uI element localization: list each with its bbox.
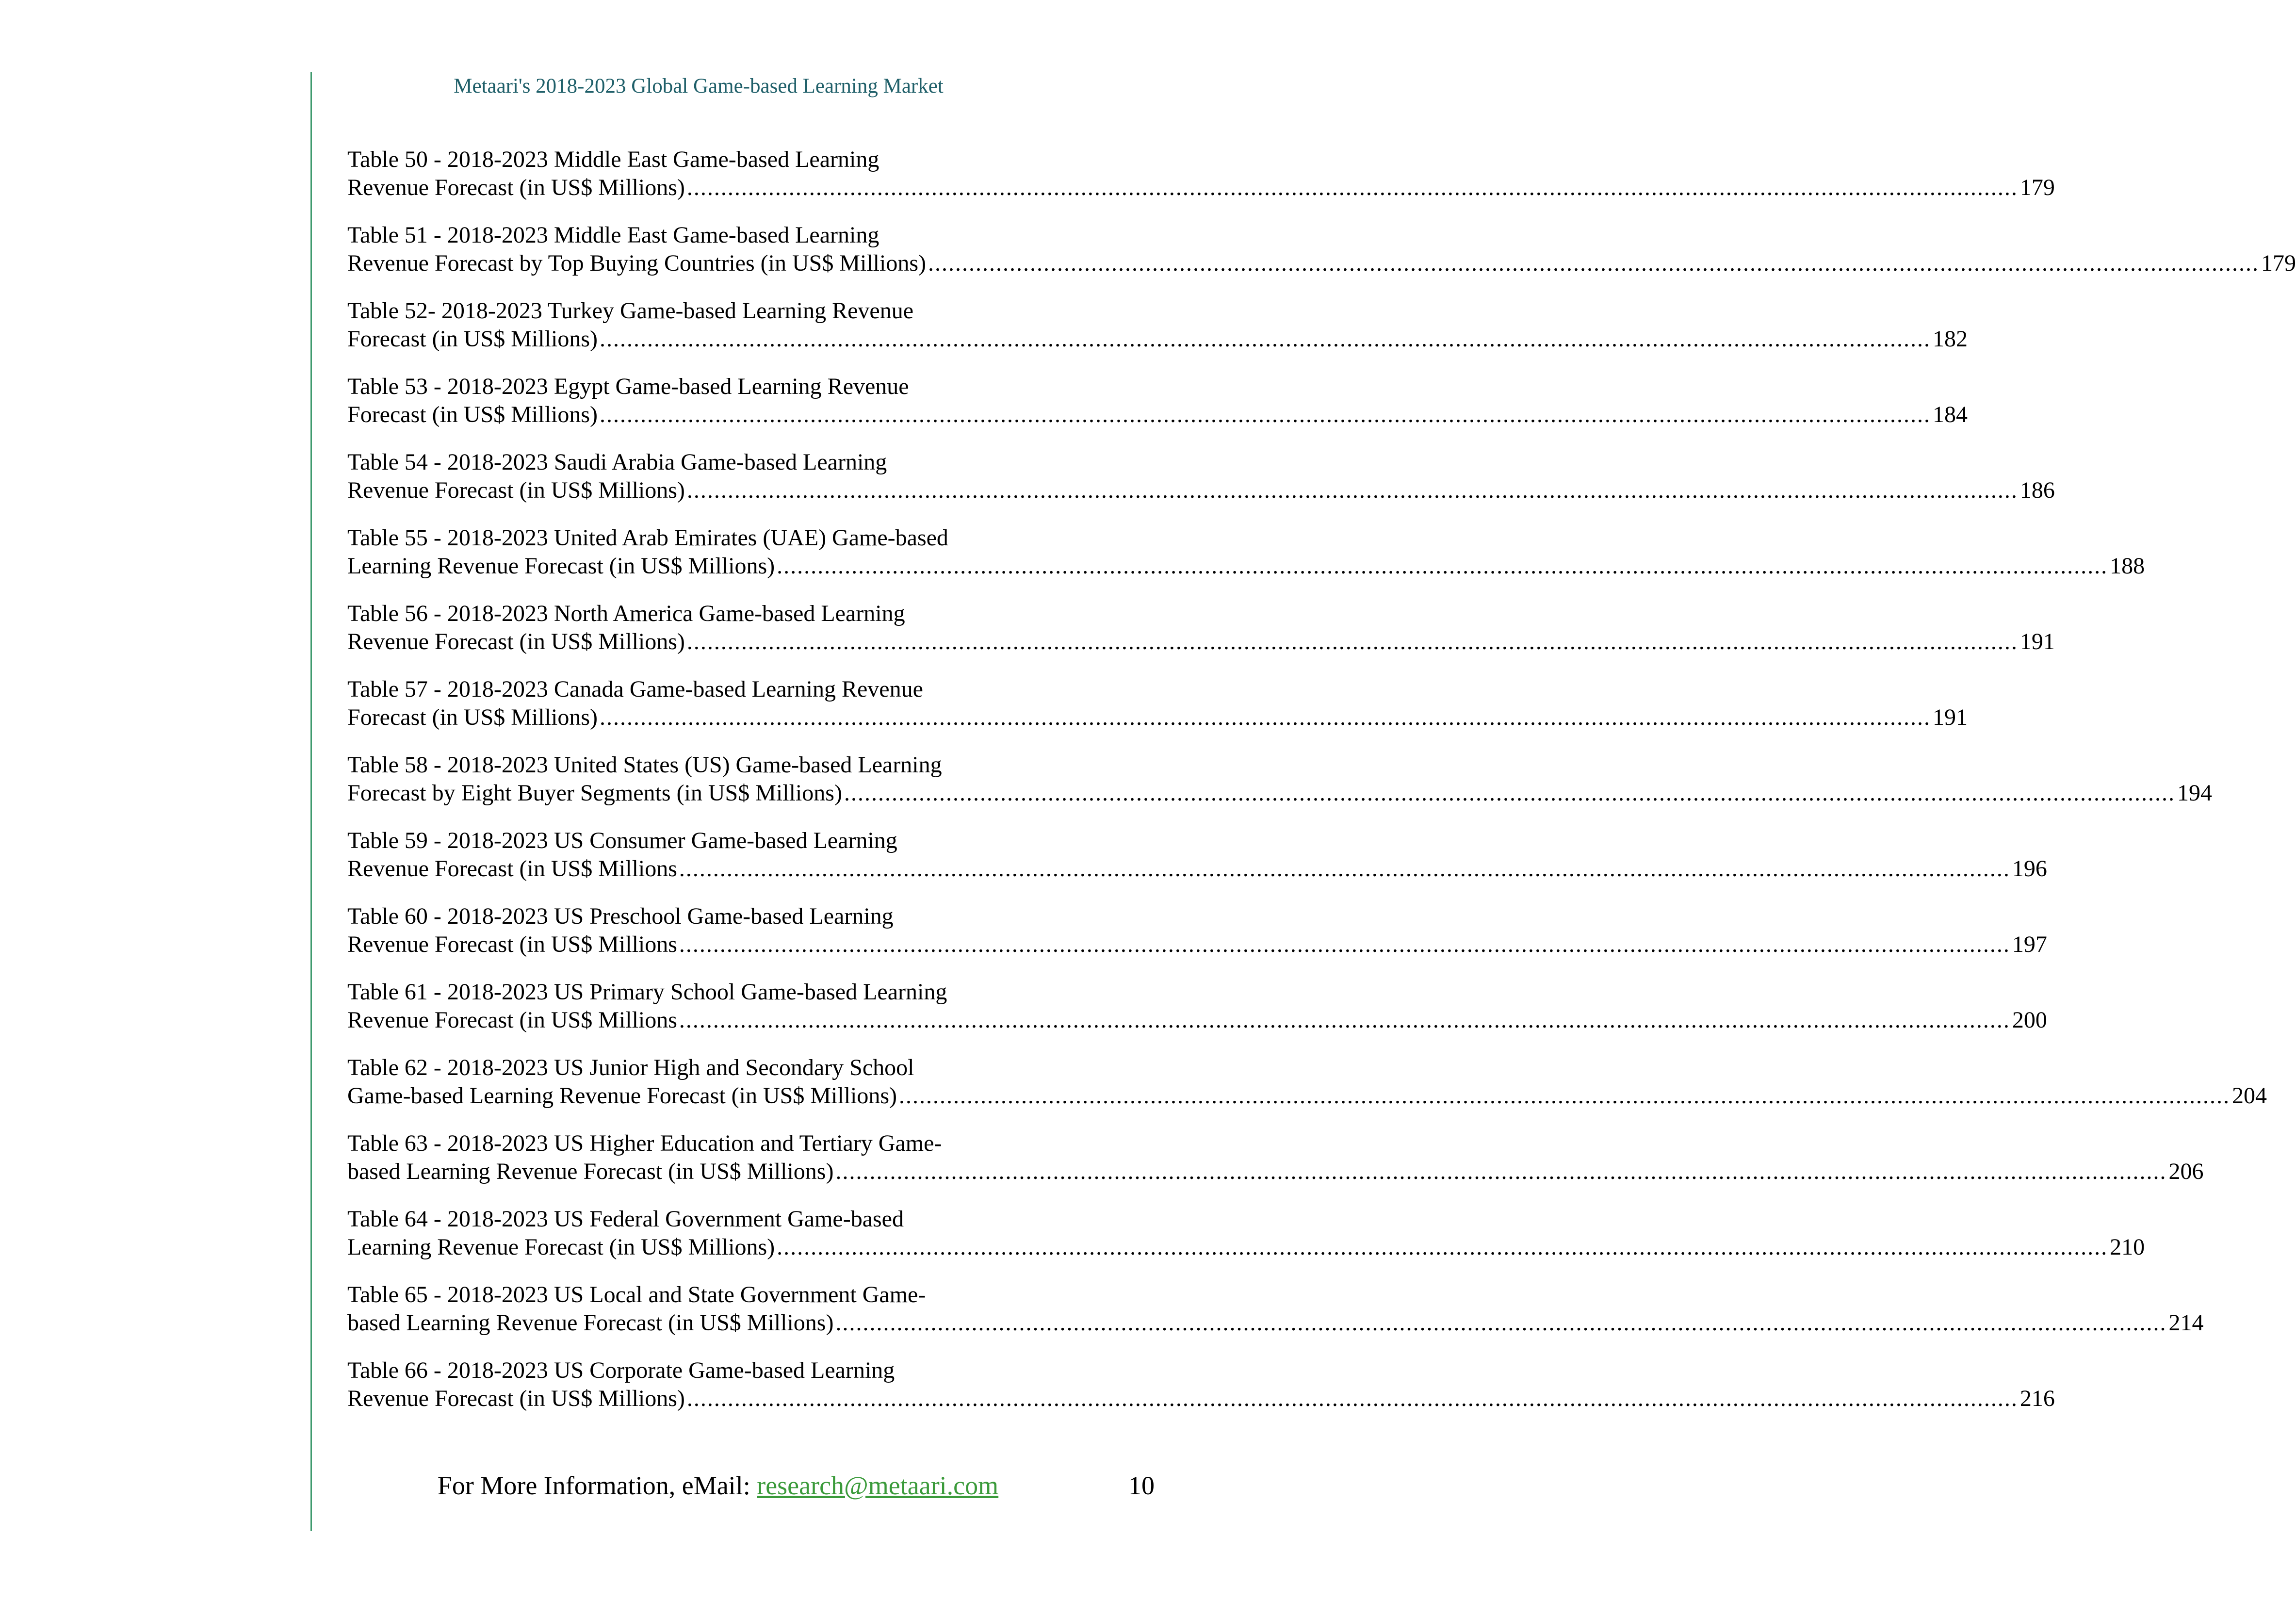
toc-entry-title: Table 58 - 2018-2023 United States (US) Game-based Learning [347,752,942,778]
toc-entry[interactable] [347,524,2145,600]
toc-entry-subtitle: Revenue Forecast (in US$ Millions [347,931,677,957]
dot-leader: .................................................................................................................................................................................................... [686,477,2018,503]
toc-page-number: 184 [1932,402,1968,427]
toc-entry-title: Table 60 - 2018-2023 US Preschool Game-based Learning [347,903,894,929]
toc-page-number: 191 [1932,704,1968,730]
toc-entry-title: Table 63 - 2018-2023 US Higher Education and Tertiary Game- [347,1130,942,1156]
dot-leader: .................................................................................................................................................................................................... [899,1083,2231,1109]
toc-entry-subtitle: based Learning Revenue Forecast (in US$ Millions) [347,1310,834,1336]
toc-entry[interactable] [347,600,2055,675]
toc-entry-title: Table 50 - 2018-2023 Middle East Game-based Learning [347,147,879,172]
dot-leader: .................................................................................................................................................................................................... [777,1234,2108,1260]
toc-entry-title: Table 54 - 2018-2023 Saudi Arabia Game-based Learning [347,449,887,475]
toc-page-number: 214 [2168,1310,2204,1336]
running-header: Metaari's 2018-2023 Global Game-based Learning Market [454,75,944,98]
toc-entry-subtitle: Revenue Forecast (in US$ Millions) [347,175,685,200]
toc-page-number: 188 [2110,553,2145,579]
toc-entry-subtitle: Forecast by Eight Buyer Segments (in US$ Millions) [347,780,842,806]
toc-entry[interactable] [347,978,2047,1054]
dot-leader: .................................................................................................................................................................................................... [679,931,2010,957]
toc-entry-title: Table 57 - 2018-2023 Canada Game-based Learning Revenue [347,676,923,702]
toc-entry-subtitle: based Learning Revenue Forecast (in US$ Millions) [347,1159,834,1184]
toc-entry[interactable] [347,146,2055,221]
footer-prefix: For More Information, eMail: [437,1471,757,1500]
toc-entry-title: Table 51 - 2018-2023 Middle East Game-based Learning [347,222,879,248]
toc-entry-subtitle: Revenue Forecast (in US$ Millions) [347,629,685,654]
toc-page-number: 182 [1932,326,1968,352]
footer-contact [340,1470,1096,1501]
toc-page-number: 210 [2110,1234,2145,1260]
toc-entry-subtitle: Revenue Forecast (in US$ Millions [347,856,677,882]
dot-leader: .................................................................................................................................................................................................... [686,629,2018,654]
toc-entry[interactable] [347,1129,2204,1205]
dot-leader: .................................................................................................................................................................................................... [835,1310,2167,1336]
dot-leader: .................................................................................................................................................................................................... [777,553,2108,579]
toc-page-number: 186 [2019,477,2055,503]
dot-leader: .................................................................................................................................................................................................... [928,250,2260,276]
table-of-contents [347,146,2296,1432]
toc-entry[interactable] [347,675,1968,751]
toc-entry-title: Table 61 - 2018-2023 US Primary School Game-based Learning [347,979,947,1005]
page-number: 10 [1128,1471,1155,1500]
toc-entry[interactable] [347,751,2212,827]
toc-entry-title: Table 64 - 2018-2023 US Federal Government Game-based [347,1206,904,1232]
dot-leader: .................................................................................................................................................................................................... [835,1159,2167,1184]
toc-entry-title: Table 52- 2018-2023 Turkey Game-based Learning Revenue [347,298,913,324]
toc-page-number: 191 [2019,629,2055,654]
toc-entry[interactable] [347,1054,2267,1129]
toc-entry-title: Table 55 - 2018-2023 United Arab Emirates (UAE) Game-based [347,525,948,551]
toc-entry-subtitle: Revenue Forecast by Top Buying Countries (in US$ Millions) [347,250,927,276]
dot-leader: .................................................................................................................................................................................................... [686,1386,2018,1411]
toc-page-number: 216 [2019,1386,2055,1411]
toc-page-number: 194 [2177,780,2212,806]
toc-entry-subtitle: Learning Revenue Forecast (in US$ Millions) [347,553,775,579]
footer-email-link[interactable]: research@metaari.com [757,1471,999,1500]
toc-page-number: 197 [2012,931,2047,957]
toc-entry-subtitle: Forecast (in US$ Millions) [347,704,598,730]
toc-entry-subtitle: Revenue Forecast (in US$ Millions) [347,477,685,503]
toc-entry-subtitle: Revenue Forecast (in US$ Millions [347,1007,677,1033]
margin-rule [310,72,312,1531]
toc-entry-subtitle: Forecast (in US$ Millions) [347,326,598,352]
toc-page-number: 179 [2261,250,2296,276]
dot-leader: .................................................................................................................................................................................................... [599,704,1931,730]
toc-page-number: 204 [2232,1083,2267,1109]
dot-leader: .................................................................................................................................................................................................... [686,175,2018,200]
dot-leader: .................................................................................................................................................................................................... [844,780,2175,806]
toc-page-number: 179 [2019,175,2055,200]
toc-entry-title: Table 56 - 2018-2023 North America Game-based Learning [347,601,905,626]
toc-entry-title: Table 66 - 2018-2023 US Corporate Game-based Learning [347,1357,895,1383]
toc-entry-title: Table 65 - 2018-2023 US Local and State Government Game- [347,1282,926,1307]
toc-entry-subtitle: Forecast (in US$ Millions) [347,402,598,427]
toc-page-number: 206 [2168,1159,2204,1184]
toc-entry[interactable] [347,373,1968,448]
toc-page-number: 196 [2012,856,2047,882]
dot-leader: .................................................................................................................................................................................................... [599,326,1931,352]
toc-entry[interactable] [347,448,2055,524]
toc-entry-title: Table 53 - 2018-2023 Egypt Game-based Learning Revenue [347,374,909,399]
toc-entry-subtitle: Learning Revenue Forecast (in US$ Millions) [347,1234,775,1260]
toc-entry[interactable] [347,297,1968,373]
dot-leader: .................................................................................................................................................................................................... [679,856,2010,882]
dot-leader: .................................................................................................................................................................................................... [599,402,1931,427]
toc-entry[interactable] [347,902,2047,978]
toc-entry-subtitle: Game-based Learning Revenue Forecast (in US$ Millions) [347,1083,897,1109]
toc-entry[interactable] [347,827,2047,902]
toc-entry[interactable] [347,221,2296,297]
dot-leader: .................................................................................................................................................................................................... [679,1007,2010,1033]
toc-entry-subtitle: Revenue Forecast (in US$ Millions) [347,1386,685,1411]
toc-entry[interactable] [347,1205,2145,1281]
toc-entry[interactable] [347,1356,2055,1432]
toc-entry-title: Table 62 - 2018-2023 US Junior High and Secondary School [347,1055,914,1080]
toc-entry[interactable] [347,1281,2204,1356]
toc-entry-title: Table 59 - 2018-2023 US Consumer Game-based Learning [347,828,897,853]
toc-page-number: 200 [2012,1007,2047,1033]
